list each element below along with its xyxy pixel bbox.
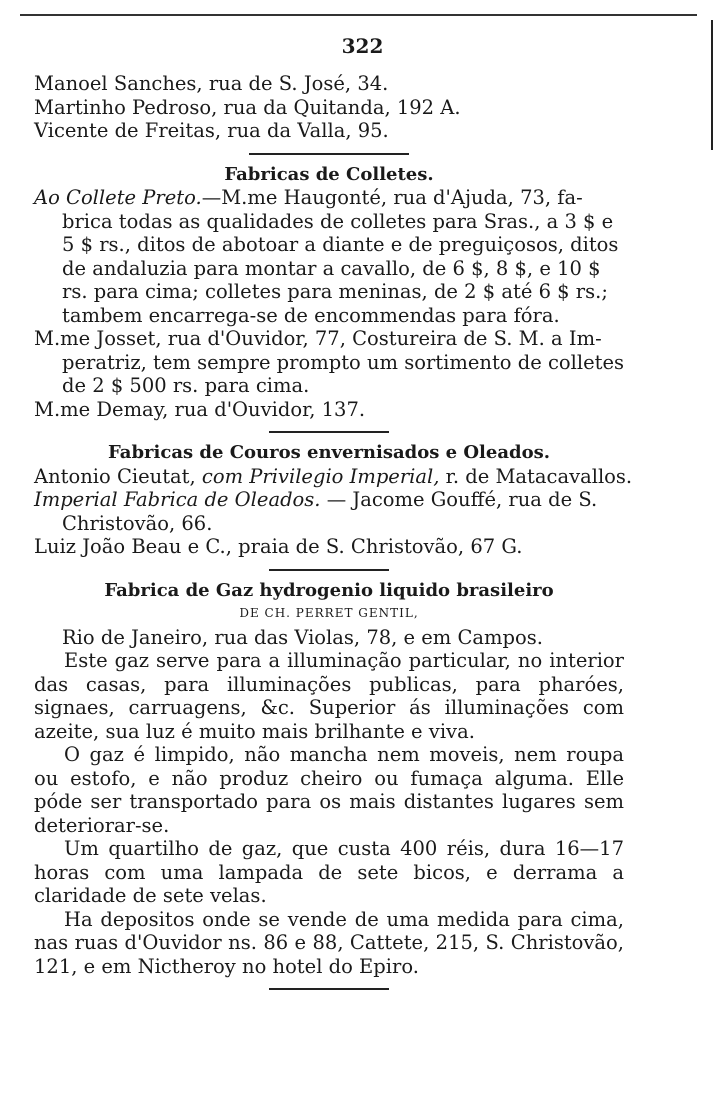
section-divider [269,988,389,990]
entry-label: Ao Collete Preto. [34,186,202,209]
entry-beau: Luiz João Beau e C., praia de S. Christovão, 67 G. [34,535,523,558]
list-item: Manoel Sanches, rua de S. José, 34. [34,72,389,95]
gaz-paragraph: Este gaz serve para a illuminação particular, no interior das casas, para illuminações publicas, para pharóes, signaes, carruagens, &c. Superior ás illuminações com azeite, sua luz é muito mais brilhante e viva. [34,649,624,743]
entry-demay: M.me Demay, rua d'Ouvidor, 137. [34,397,366,421]
entry-cieutat: Antonio Cieutat, com Privilegio Imperial, r. de Matacavallos. [34,464,633,488]
section-heading-couros: Fabricas de Couros envernisados e Oleados. [108,442,550,463]
entry-josset [34,327,624,398]
entry-line: de andaluzia para montar a cavallo, de 6 $, 8 $, e 10 $ [62,256,601,280]
gaz-address: Rio de Janeiro, rua das Violas, 78, e em Campos. [62,625,543,649]
entry-line: peratriz, tem sempre prompto um sortimento de colletes [62,350,625,374]
entry-imperial-oleados: Imperial Fabrica de Oleados. — Jacome Gouffé, rua de S. Christovão, 66. [34,488,598,535]
list-item: Martinho Pedroso, rua da Quitanda, 192 A. [34,95,461,119]
gaz-paragraph: Um quartilho de gaz, que custa 400 réis, dura 16—17 horas com uma lampada de sete bicos, e derrama a claridade de sete velas. [34,837,624,907]
entry-line: de 2 $ 500 rs. para cima. [62,374,310,397]
entry-text: —M.me Haugonté, rua d'Ajuda, 73, fa- [201,186,583,209]
entry-line: M.me Josset, rua d'Ouvidor, 77, Costureira de S. M. a Im- [34,327,602,350]
page-content [34,72,633,998]
entry-line: rs. para cima; colletes para meninas, de 2 $ até 6 $ rs.; [62,280,608,303]
entry-line: tambem encarrega-se de encommendas para fóra. [62,303,560,327]
section-divider [249,153,409,155]
section-subheading-gaz: DE CH. PERRET GENTIL, [239,606,419,620]
section-divider [269,431,389,433]
entry-collete-preto [34,186,624,327]
section-heading-colletes: Fabricas de Colletes. [224,163,434,185]
section-divider [269,569,389,571]
top-border-rule [20,14,697,16]
page-number: 322 [341,34,384,58]
entry-line: brica todas as qualidades de colletes para Sras., a 3 $ e [62,209,614,233]
entry-line: 5 $ rs., ditos de abotoar a diante e de preguiçosos, ditos [62,233,619,256]
gaz-paragraph: Ha depositos onde se vende de uma medida para cima, nas ruas d'Ouvidor ns. 86 e 88, Cattete, 215, S. Christovão, 121, e em Nictheroy no hotel do Epiro. [34,907,624,978]
gaz-paragraph: O gaz é limpido, não mancha nem moveis, nem roupa ou estofo, e não produz cheiro ou fumaça alguma. Elle póde ser transportado para os mais distantes lugares sem deteriorar-se. [34,743,624,837]
list-item: Vicente de Freitas, rua da Valla, 95. [34,119,389,142]
section-heading-gaz: Fabrica de Gaz hydrogenio liquido brasileiro [104,579,554,601]
